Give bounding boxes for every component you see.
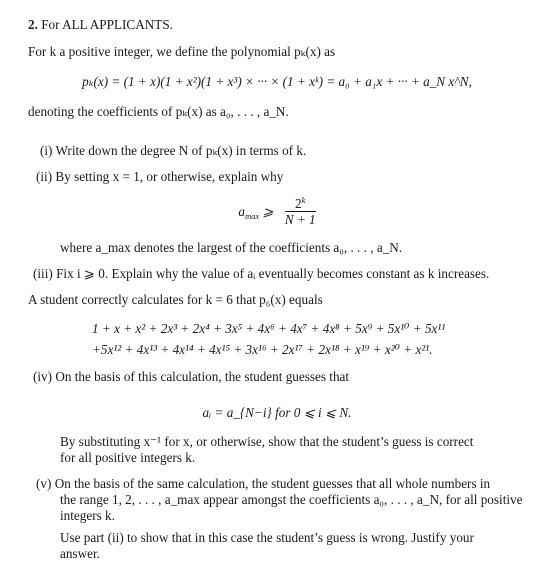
p6-line-2: +5x¹² + 4x¹³ + 4x¹⁴ + 4x¹⁵ + 3x¹⁶ + 2x¹⁷ + 2x¹⁸ + x¹⁹ + x²⁰ + x²¹. — [92, 342, 433, 357]
question-header — [28, 17, 173, 33]
fraction-denominator: N + 1 — [284, 212, 316, 227]
part-v-follow-2: answer. — [60, 546, 100, 561]
part-v-text-3: integers k. — [60, 508, 115, 523]
part-iv-label: (iv) — [33, 369, 53, 384]
question-heading: For ALL APPLICANTS. — [41, 17, 173, 32]
polynomial-definition: pₖ(x) = (1 + x)(1 + x²)(1 + x³) × ··· × (1 + xᵏ) = a₀ + a₁x + ··· + a_N x^N, — [82, 74, 472, 89]
part-v — [36, 476, 490, 492]
part-i — [40, 143, 306, 159]
part-i-text: Write down the degree N of pₖ(x) in terms of k. — [55, 143, 307, 158]
part-iv-follow-2: for all positive integers k. — [60, 450, 196, 465]
part-iv-text: On the basis of this calculation, the student guesses that — [55, 369, 350, 384]
coefficients-note: denoting the coefficients of pₖ(x) as a₀, . . . , a_N. — [28, 104, 289, 119]
p6-line-1: 1 + x + x² + 2x³ + 2x⁴ + 3x⁵ + 4x⁶ + 4x⁷ + 4x⁸ + 5x⁹ + 5x¹⁰ + 5x¹¹ — [92, 321, 446, 336]
part-ii-label: (ii) — [36, 169, 53, 184]
part-i-label: (i) — [40, 143, 53, 158]
part-iii-text: Fix i ⩾ 0. Explain why the value of aᵢ eventually becomes constant as k increases. — [56, 266, 490, 281]
intro-text: For k a positive integer, we define the polynomial pₖ(x) as — [28, 44, 336, 59]
student-calculation-text: A student correctly calculates for k = 6 that p₆(x) equals — [28, 292, 323, 307]
fraction-numerator: 2$^k$ — [285, 196, 316, 212]
part-iii — [33, 266, 489, 282]
inequality-display — [0, 196, 554, 228]
symmetry-guess: aᵢ = a_{N−i} for 0 ⩽ i ⩽ N. — [202, 405, 352, 420]
part-ii-text: By setting x = 1, or otherwise, explain why — [55, 169, 284, 184]
question-number: 2. — [28, 17, 38, 32]
part-v-text-1: On the basis of the same calculation, the student guesses that all whole numbers in — [54, 476, 491, 491]
part-iv — [33, 369, 349, 385]
part-v-label: (v) — [36, 476, 52, 491]
part-iii-label: (iii) — [33, 266, 53, 281]
part-ii-where: where a_max denotes the largest of the coefficients a₀, . . . , a_N. — [60, 240, 403, 255]
part-ii — [36, 169, 283, 185]
part-v-follow-1: Use part (ii) to show that in this case the student’s guess is wrong. Justify your — [60, 530, 474, 545]
inequality-lhs: $a_{max}$ ⩾ — [238, 204, 274, 221]
inequality-fraction — [285, 196, 316, 228]
part-iv-follow-1: By substituting x⁻¹ for x, or otherwise, show that the student’s guess is correct — [60, 434, 474, 449]
part-v-text-2: the range 1, 2, . . . , a_max appear amongst the coefficients a₀, . . . , a_N, for all positive — [60, 492, 523, 507]
